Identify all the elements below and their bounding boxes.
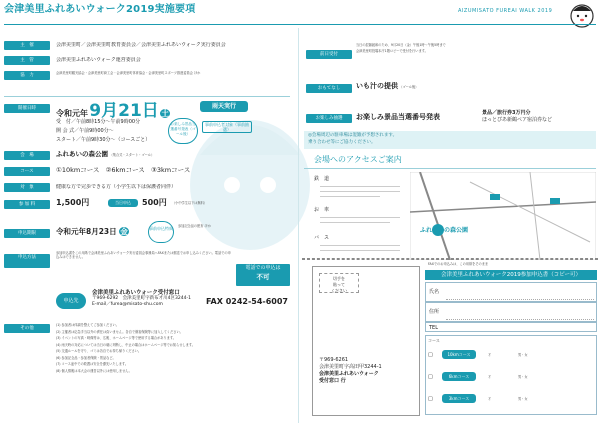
date-weekday: 土 xyxy=(161,109,170,118)
label-venue: 会 場 xyxy=(4,151,50,160)
course-table-header: コース xyxy=(428,338,440,343)
early-reception-line: 会津美里町役場本庁1階ロビーで受付を行います。 xyxy=(356,49,428,53)
column-divider xyxy=(298,28,299,423)
course-name: 10kmコース xyxy=(442,350,476,359)
page-title: 会津美里ふれあいウォーク2019実施要項 xyxy=(4,4,196,15)
date-era: 令和元年 xyxy=(56,109,88,118)
hospitality xyxy=(356,82,418,91)
cooperation-text: 会津美里町観光協会・会津美里町商工会・会津美里町体育協会・会津美里町スポーツ推進委員会 ほか xyxy=(56,71,201,75)
course-item: ①10kmコース xyxy=(56,166,100,174)
mail-address xyxy=(319,357,382,385)
badge-lottery: お楽しみ景品当選番号発表（ゴール後） xyxy=(168,118,198,144)
course-checkbox[interactable]: □ xyxy=(428,352,433,358)
other-item: (2) 主催者は応急手当以外の責任は負いません。各自で傷害保険等に加入してください。 xyxy=(56,329,183,334)
mail-address-line: 会津美里ふれあいウォーク xyxy=(319,371,379,377)
rain-badge: 雨天実行 xyxy=(200,101,248,112)
venue-note: （集合式・スタート・ゴール） xyxy=(109,153,155,157)
gender-choice[interactable]: 男・女 xyxy=(518,375,528,379)
divider xyxy=(304,168,596,169)
car-details xyxy=(320,215,400,229)
other-list xyxy=(56,322,296,374)
tel-field[interactable] xyxy=(446,324,594,331)
venue xyxy=(56,150,154,159)
stamp-note: 貼って xyxy=(333,282,345,287)
course-checkbox[interactable]: □ xyxy=(428,374,433,380)
name-field[interactable] xyxy=(446,285,594,300)
label-apply: 申込方法 xyxy=(4,254,50,268)
mail-address-line: 〒969-6261 xyxy=(319,357,349,363)
prize-detail xyxy=(482,110,552,124)
page-subtitle: AIZUMISATO FUREAI WALK 2019 xyxy=(458,8,553,14)
access-car: お 車 xyxy=(314,207,330,213)
course-row-1 xyxy=(428,348,594,368)
bus-details xyxy=(320,243,400,257)
contact-org: 会津美里ふれあいウォーク受付窓口 xyxy=(92,290,180,296)
label-early-reception: 前日受付 xyxy=(306,50,352,59)
address-field[interactable] xyxy=(446,305,594,320)
label-fee: 参 加 料 xyxy=(4,200,50,209)
map-venue-label: ふれあいの森公園 xyxy=(420,227,469,234)
no-phone-line2: 不可 xyxy=(256,273,270,281)
form-name-label: 氏名 xyxy=(429,289,440,295)
course-item: ③3kmコース xyxy=(151,166,191,174)
course-item: ②6kmコース xyxy=(105,166,145,174)
badge-prereg: 事前申込者対象（事前抽選） xyxy=(202,121,252,133)
fee-sameday-amount: 500円 xyxy=(142,198,167,207)
other-item: (3) イベントの写真・映像等は、広報、ホームページ等で使用する場合があります。 xyxy=(56,336,176,340)
schedule-line: 開 会 式／午前9時00分〜 xyxy=(56,128,114,134)
course-name: 6kmコース xyxy=(442,372,476,381)
apply-text: 参加申込書をこの用紙で会津美里ふれあいウォーク実行委員会事務局へFAXまたは郵送でお申し込みください。電話での申込みはできません。 xyxy=(56,251,231,260)
access-map xyxy=(410,172,596,260)
schedule-line: スタート／午前9時30分〜（コースごと） xyxy=(56,137,151,143)
deadline-weekday: 金 xyxy=(120,227,128,236)
age-unit: 才 xyxy=(488,353,492,357)
label-cooperation: 協 力 xyxy=(4,71,50,80)
other-item: (8) 個人情報は本大会の運営以外には使用しません。 xyxy=(56,368,132,373)
early-reception-text xyxy=(356,42,596,54)
course-name: 3kmコース xyxy=(442,394,476,403)
form-name-row xyxy=(425,282,597,302)
label-target: 対 象 xyxy=(4,183,50,192)
other-item: (1) 参加者は体調を整えてご参加ください。 xyxy=(56,323,119,327)
hospitality-note: （ゴール後） xyxy=(399,85,419,89)
mail-envelope xyxy=(312,266,420,416)
label-hospitality: おもてなし xyxy=(306,84,352,93)
course-checkbox[interactable]: □ xyxy=(428,396,433,402)
contact-fax: FAX 0242-54-6007 xyxy=(206,297,288,306)
access-title: 会場へのアクセスご案内 xyxy=(314,155,402,164)
date-month-day: 9月21日 xyxy=(89,101,159,121)
access-train: 鉄 道 xyxy=(314,176,330,182)
label-contact: 申込先 xyxy=(56,293,86,309)
header-rule xyxy=(4,24,596,25)
stamp-note: 切手を xyxy=(333,276,345,281)
train-details xyxy=(320,184,400,198)
mail-address-line: 受付窓口 行 xyxy=(319,378,346,384)
form-tel-label: TEL xyxy=(429,325,438,331)
sponsor-text: 会津美里町／会津美里町教育委員会／会津美里ふれあいウォーク実行委員会 xyxy=(56,42,226,48)
gender-choice[interactable]: 男・女 xyxy=(518,397,528,401)
fee-sameday-label: 当日申込 xyxy=(108,199,138,207)
other-item: (6) 参加記念品・参加者保険・景品など。 xyxy=(56,355,116,360)
form-address-row xyxy=(425,302,597,322)
prize-detail-line: 景品／旅行券3万円分 xyxy=(482,110,531,116)
cut-line xyxy=(302,258,598,260)
target-text: 健康な方で完歩できる方（小学生以下は保護者同伴） xyxy=(56,184,177,190)
other-item: (7) コース途中での救護は安全を優先いたします。 xyxy=(56,362,129,366)
parking-notice xyxy=(304,131,596,149)
early-reception-line: 当日の混雑緩和のため、9月20日（金）午後1時〜午後5時まで xyxy=(356,43,446,47)
stamp-note: ください xyxy=(331,288,347,293)
manager-text: 会津美里ふれあいウォーク運営委員会 xyxy=(56,57,141,63)
fax-note: FAXでのお申込みは、この用紙をそのまま xyxy=(428,262,489,266)
venue-name: ふれあいの森公園 xyxy=(56,150,108,158)
form-title: 会津美里ふれあいウォーク2019参加申込書（コピー可） xyxy=(425,270,597,280)
form-tel-row xyxy=(425,322,597,332)
contact-mail: E-mail／furea@misato-shu.com xyxy=(92,302,163,307)
course-row-3 xyxy=(428,392,594,412)
label-manager: 主 管 xyxy=(4,56,50,65)
access-bus: バ ス xyxy=(314,235,330,241)
contact-address: 〒969-6292 会津美里町字新布才川4区3244-1 xyxy=(92,296,191,301)
course-list xyxy=(56,166,190,175)
no-phone-line1: 電話での申込は xyxy=(245,265,281,271)
gender-choice[interactable]: 男・女 xyxy=(518,353,528,357)
fee-amount: 1,500円 xyxy=(56,198,90,207)
age-unit: 才 xyxy=(488,397,492,401)
prize-text: お楽しみ景品当選番号発表 xyxy=(356,113,440,121)
label-deadline: 申込期限 xyxy=(4,229,50,238)
label-course: コース xyxy=(4,167,50,176)
schedule-line: 受 付／午前8時15分〜午前9時00分 xyxy=(56,119,141,125)
label-date: 開催日時 xyxy=(4,104,50,113)
parking-notice-line: ◎会場周辺の駐車場は混雑が予想されます。 xyxy=(308,133,398,138)
stamp-box xyxy=(319,273,359,293)
other-item: (4) 雨天時の対応については当日の朝に判断し、中止の場合はホームページ等でお知らせします。 xyxy=(56,342,195,347)
hospitality-text: いも汁の提供 xyxy=(356,82,398,90)
form-course-table xyxy=(425,335,597,415)
label-other: その他 xyxy=(4,324,50,333)
deadline xyxy=(56,227,129,237)
schedule-list xyxy=(56,118,150,145)
fee-note: （小中学生以下は無料） xyxy=(172,201,208,205)
fee xyxy=(56,198,89,209)
other-item: (5) 交通ルールを守り、ゴミは各自でお持ち帰りください。 xyxy=(56,349,142,353)
age-unit: 才 xyxy=(488,375,492,379)
prereg-benefit-badge: 事前申込特典 xyxy=(148,221,174,243)
no-phone-badge xyxy=(236,264,290,286)
course-row-2 xyxy=(428,370,594,390)
form-address-label: 住所 xyxy=(429,309,440,315)
mail-address-line: 会津美里町字高田甲3244-1 xyxy=(319,364,382,370)
prereg-benefit-text: 参加記念品の配布 ほか xyxy=(178,224,211,228)
label-sponsor: 主 催 xyxy=(4,41,50,50)
divider xyxy=(4,96,290,97)
deadline-date: 令和元年8月23日 xyxy=(56,227,117,236)
prize-detail-line: ほっとぴあ新鶴ペア宿泊券など xyxy=(482,117,553,123)
label-prize: お楽しみ抽選 xyxy=(306,114,352,123)
parking-notice-line: 乗り合わせ等にご協力ください。 xyxy=(308,139,376,145)
